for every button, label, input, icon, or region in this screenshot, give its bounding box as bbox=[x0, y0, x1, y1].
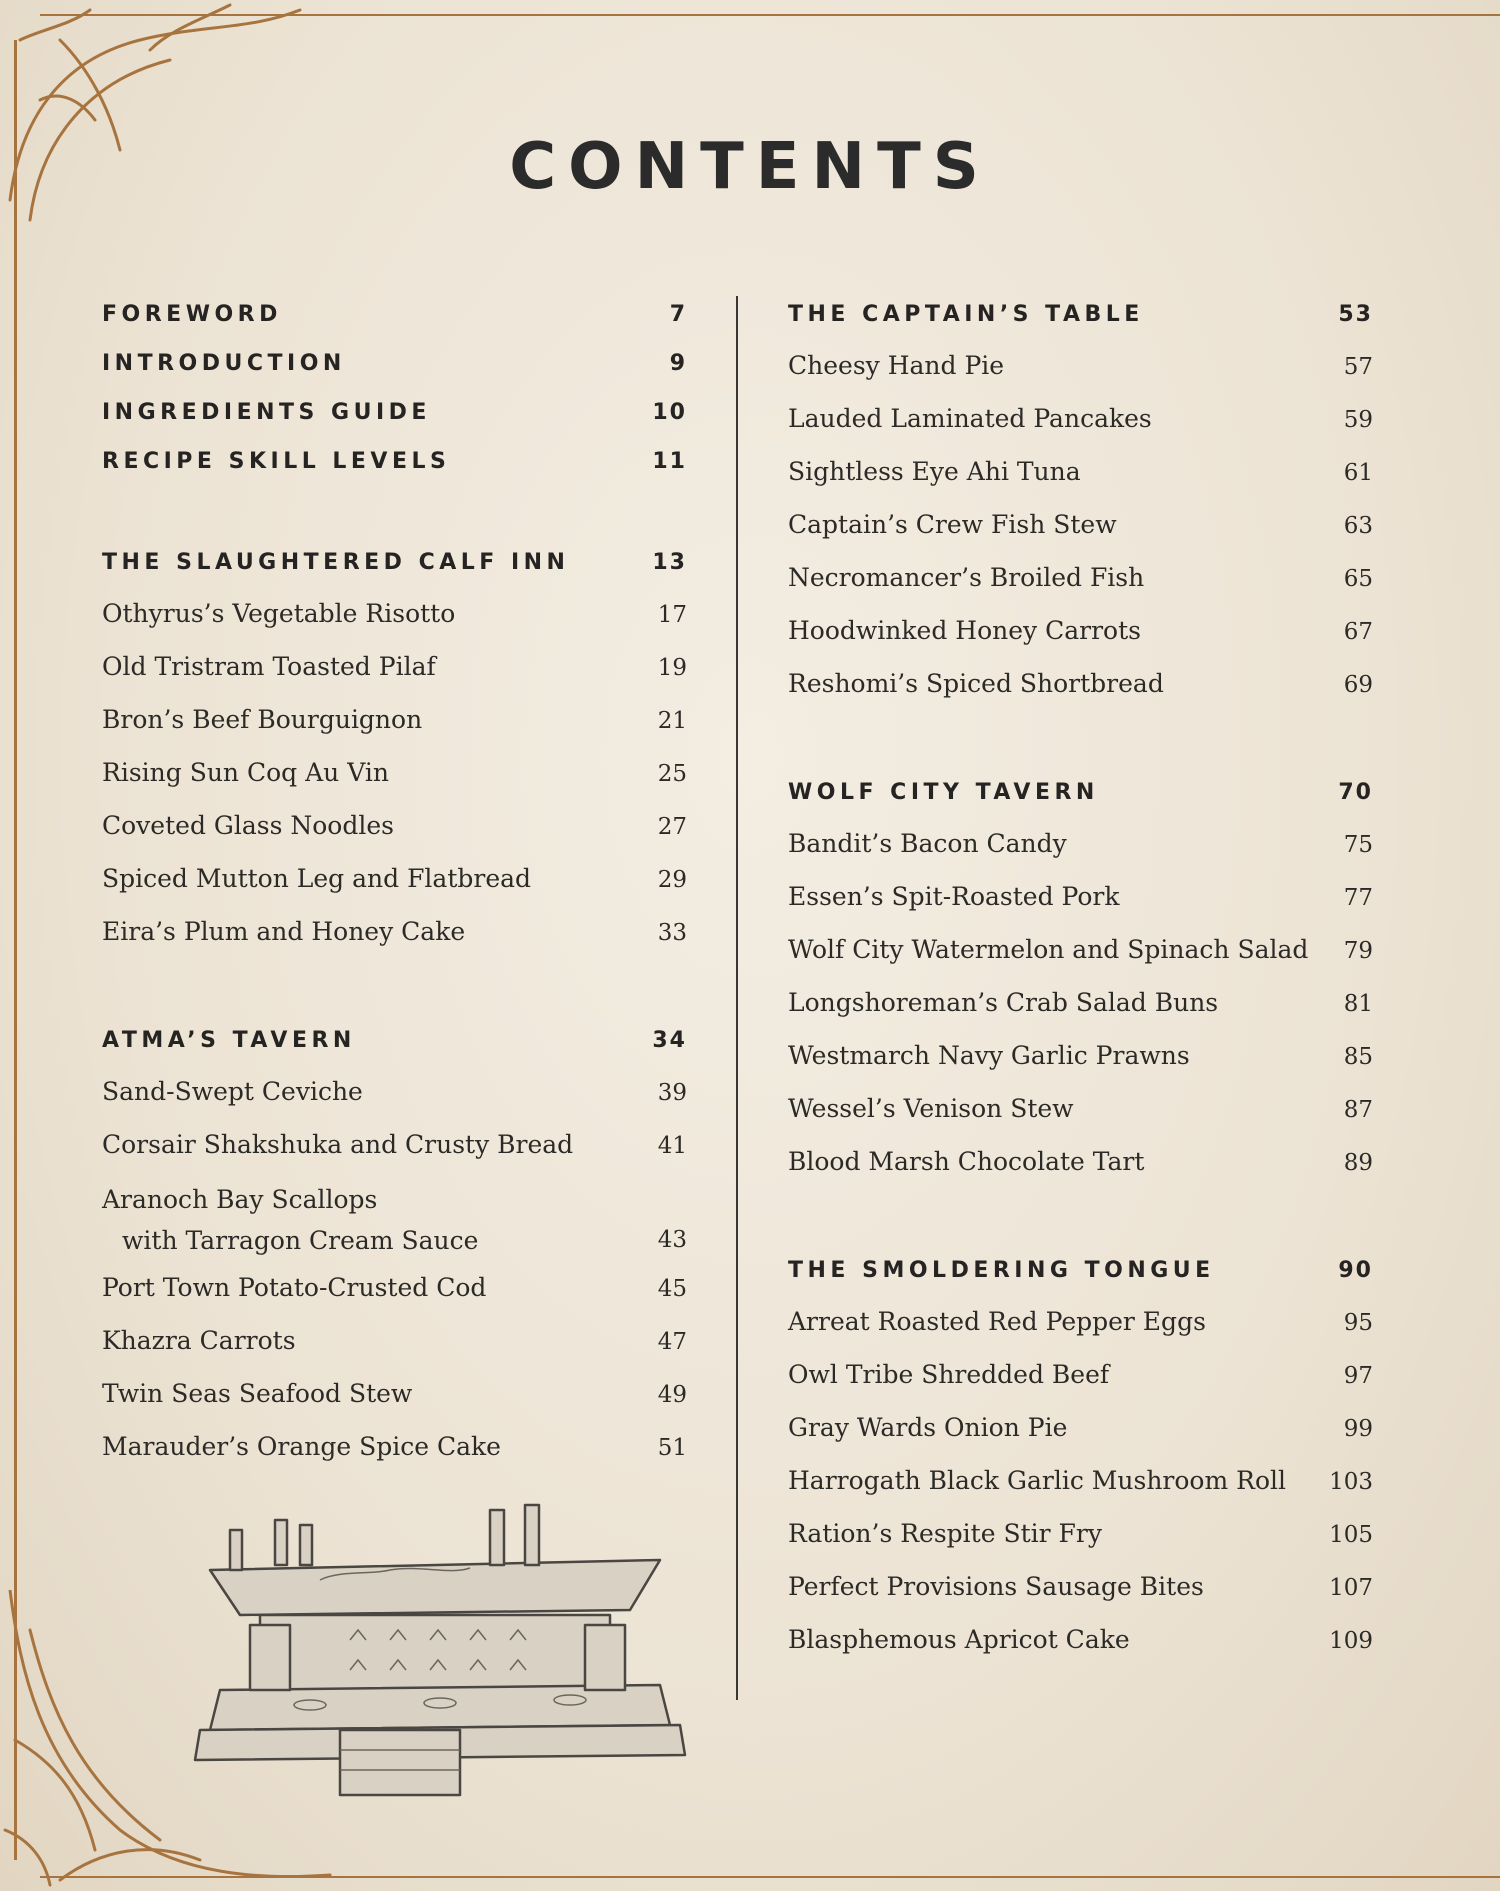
section-heading[interactable] bbox=[102, 538, 687, 587]
recipe-page: 17 bbox=[657, 602, 687, 628]
recipe-entry[interactable] bbox=[788, 392, 1373, 445]
recipe-name: Spiced Mutton Leg and Flatbread bbox=[102, 864, 532, 893]
recipe-name: Bron’s Beef Bourguignon bbox=[102, 705, 423, 734]
recipe-name: Captain’s Crew Fish Stew bbox=[788, 510, 1117, 539]
recipe-entry[interactable] bbox=[788, 923, 1373, 976]
recipe-page: 79 bbox=[1343, 938, 1373, 964]
recipe-entry[interactable] bbox=[788, 870, 1373, 923]
recipe-page: 65 bbox=[1343, 566, 1373, 592]
entry-label: INTRODUCTION bbox=[102, 351, 346, 376]
recipe-page: 19 bbox=[657, 655, 687, 681]
section-page: 13 bbox=[652, 550, 687, 575]
recipe-name: Twin Seas Seafood Stew bbox=[102, 1379, 413, 1408]
right-column bbox=[788, 290, 1373, 1718]
recipe-entry[interactable] bbox=[102, 1367, 687, 1420]
recipe-name: Corsair Shakshuka and Crusty Bread bbox=[102, 1130, 574, 1159]
recipe-entry[interactable] bbox=[102, 1118, 687, 1171]
recipe-entry[interactable] bbox=[788, 1029, 1373, 1082]
recipe-entry[interactable] bbox=[788, 498, 1373, 551]
recipe-name: Necromancer’s Broiled Fish bbox=[788, 563, 1145, 592]
recipe-name: Lauded Laminated Pancakes bbox=[788, 404, 1152, 433]
section-page: 70 bbox=[1338, 780, 1373, 805]
recipe-page: 103 bbox=[1329, 1469, 1373, 1495]
section-heading[interactable] bbox=[788, 1246, 1373, 1295]
recipe-entry[interactable] bbox=[102, 1171, 687, 1261]
entry-label: FOREWORD bbox=[102, 302, 282, 327]
frame-left-line bbox=[14, 40, 17, 1860]
recipe-name: Bandit’s Bacon Candy bbox=[788, 829, 1067, 858]
recipe-entry[interactable] bbox=[788, 1454, 1373, 1507]
recipe-page: 89 bbox=[1343, 1150, 1373, 1176]
recipe-page: 33 bbox=[657, 920, 687, 946]
entry-page: 11 bbox=[652, 449, 687, 474]
altar-illustration-icon bbox=[190, 1500, 690, 1800]
recipe-entry[interactable] bbox=[102, 1314, 687, 1367]
toc-entry-introduction[interactable] bbox=[102, 339, 687, 388]
recipe-name: Owl Tribe Shredded Beef bbox=[788, 1360, 1110, 1389]
recipe-page: 95 bbox=[1343, 1310, 1373, 1336]
recipe-page: 47 bbox=[657, 1329, 687, 1355]
recipe-page: 27 bbox=[657, 814, 687, 840]
section-title: THE SMOLDERING TONGUE bbox=[788, 1258, 1215, 1283]
recipe-entry[interactable] bbox=[102, 1261, 687, 1314]
recipe-page: 99 bbox=[1343, 1416, 1373, 1442]
recipe-entry[interactable] bbox=[788, 604, 1373, 657]
recipe-page: 21 bbox=[657, 708, 687, 734]
recipe-entry[interactable] bbox=[788, 1295, 1373, 1348]
recipe-entry[interactable] bbox=[788, 1348, 1373, 1401]
recipe-page: 107 bbox=[1329, 1575, 1373, 1601]
recipe-page: 39 bbox=[657, 1080, 687, 1106]
recipe-name: Perfect Provisions Sausage Bites bbox=[788, 1572, 1204, 1601]
recipe-entry[interactable] bbox=[102, 852, 687, 905]
toc-entry-recipe-skill-levels[interactable] bbox=[102, 437, 687, 486]
recipe-name: Reshomi’s Spiced Shortbread bbox=[788, 669, 1164, 698]
recipe-name: Blood Marsh Chocolate Tart bbox=[788, 1147, 1145, 1176]
recipe-name: Sightless Eye Ahi Tuna bbox=[788, 457, 1081, 486]
recipe-page: 25 bbox=[657, 761, 687, 787]
recipe-page: 105 bbox=[1329, 1522, 1373, 1548]
section-title: THE CAPTAIN’S TABLE bbox=[788, 302, 1144, 327]
recipe-name: Wolf City Watermelon and Spinach Salad bbox=[788, 935, 1309, 964]
recipe-page: 57 bbox=[1343, 354, 1373, 380]
recipe-name: Hoodwinked Honey Carrots bbox=[788, 616, 1141, 645]
section-slaughtered-calf-inn bbox=[102, 538, 687, 958]
recipe-page: 43 bbox=[657, 1227, 687, 1253]
recipe-entry[interactable] bbox=[788, 445, 1373, 498]
recipe-page: 49 bbox=[657, 1382, 687, 1408]
recipe-entry[interactable] bbox=[788, 1613, 1373, 1666]
recipe-page: 59 bbox=[1343, 407, 1373, 433]
recipe-name: Wessel’s Venison Stew bbox=[788, 1094, 1074, 1123]
recipe-entry[interactable] bbox=[788, 1082, 1373, 1135]
recipe-page: 85 bbox=[1343, 1044, 1373, 1070]
recipe-page: 69 bbox=[1343, 672, 1373, 698]
recipe-name: Marauder’s Orange Spice Cake bbox=[102, 1432, 501, 1461]
recipe-name: Sand-Swept Ceviche bbox=[102, 1077, 363, 1106]
page-title: CONTENTS bbox=[509, 130, 991, 204]
recipe-name: Othyrus’s Vegetable Risotto bbox=[102, 599, 456, 628]
toc-entry-ingredients-guide[interactable] bbox=[102, 388, 687, 437]
recipe-name: Harrogath Black Garlic Mushroom Roll bbox=[788, 1466, 1286, 1495]
section-captains-table bbox=[788, 290, 1373, 710]
left-column bbox=[102, 290, 687, 1525]
recipe-name: Eira’s Plum and Honey Cake bbox=[102, 917, 466, 946]
recipe-entry[interactable] bbox=[788, 551, 1373, 604]
recipe-name: Rising Sun Coq Au Vin bbox=[102, 758, 389, 787]
section-heading[interactable] bbox=[788, 768, 1373, 817]
section-wolf-city-tavern bbox=[788, 768, 1373, 1188]
recipe-name: Gray Wards Onion Pie bbox=[788, 1413, 1068, 1442]
recipe-page: 97 bbox=[1343, 1363, 1373, 1389]
entry-label: INGREDIENTS GUIDE bbox=[102, 400, 431, 425]
recipe-entry[interactable] bbox=[788, 1560, 1373, 1613]
entry-label: RECIPE SKILL LEVELS bbox=[102, 449, 451, 474]
recipe-name bbox=[102, 1179, 478, 1261]
recipe-entry[interactable] bbox=[788, 1135, 1373, 1188]
recipe-entry[interactable] bbox=[788, 657, 1373, 710]
entry-page: 10 bbox=[652, 400, 687, 425]
recipe-name-line2: with Tarragon Cream Sauce bbox=[122, 1226, 479, 1255]
recipe-page: 45 bbox=[657, 1276, 687, 1302]
recipe-page: 67 bbox=[1343, 619, 1373, 645]
section-atmas-tavern bbox=[102, 1016, 687, 1473]
entry-page: 7 bbox=[669, 302, 687, 327]
recipe-entry[interactable] bbox=[102, 799, 687, 852]
section-page: 90 bbox=[1338, 1258, 1373, 1283]
recipe-page: 51 bbox=[657, 1435, 687, 1461]
recipe-name: Coveted Glass Noodles bbox=[102, 811, 394, 840]
section-heading[interactable] bbox=[788, 290, 1373, 339]
section-title: THE SLAUGHTERED CALF INN bbox=[102, 550, 570, 575]
recipe-entry[interactable] bbox=[788, 339, 1373, 392]
recipe-name: Ration’s Respite Stir Fry bbox=[788, 1519, 1102, 1548]
recipe-entry[interactable] bbox=[788, 1401, 1373, 1454]
section-title: ATMA’S TAVERN bbox=[102, 1028, 356, 1053]
recipe-page: 61 bbox=[1343, 460, 1373, 486]
recipe-name: Blasphemous Apricot Cake bbox=[788, 1625, 1130, 1654]
recipe-entry[interactable] bbox=[102, 1065, 687, 1118]
recipe-entry[interactable] bbox=[788, 1507, 1373, 1560]
recipe-entry[interactable] bbox=[788, 817, 1373, 870]
recipe-entry[interactable] bbox=[102, 746, 687, 799]
recipe-page: 41 bbox=[657, 1133, 687, 1159]
recipe-entry[interactable] bbox=[788, 976, 1373, 1029]
recipe-entry[interactable] bbox=[102, 905, 687, 958]
recipe-page: 109 bbox=[1329, 1628, 1373, 1654]
recipe-entry[interactable] bbox=[102, 640, 687, 693]
recipe-entry[interactable] bbox=[102, 587, 687, 640]
recipe-name: Old Tristram Toasted Pilaf bbox=[102, 652, 436, 681]
recipe-page: 77 bbox=[1343, 885, 1373, 911]
section-heading[interactable] bbox=[102, 1016, 687, 1065]
recipe-name: Arreat Roasted Red Pepper Eggs bbox=[788, 1307, 1206, 1336]
recipe-name-line1: Aranoch Bay Scallops bbox=[102, 1185, 378, 1214]
recipe-page: 63 bbox=[1343, 513, 1373, 539]
recipe-page: 87 bbox=[1343, 1097, 1373, 1123]
recipe-name: Longshoreman’s Crab Salad Buns bbox=[788, 988, 1219, 1017]
recipe-name: Khazra Carrots bbox=[102, 1326, 296, 1355]
section-page: 34 bbox=[652, 1028, 687, 1053]
recipe-entry[interactable] bbox=[102, 1420, 687, 1473]
recipe-name: Cheesy Hand Pie bbox=[788, 351, 1005, 380]
entry-page: 9 bbox=[669, 351, 687, 376]
recipe-page: 75 bbox=[1343, 832, 1373, 858]
section-smoldering-tongue bbox=[788, 1246, 1373, 1666]
toc-entry-foreword[interactable] bbox=[102, 290, 687, 339]
recipe-page: 81 bbox=[1343, 991, 1373, 1017]
recipe-name: Westmarch Navy Garlic Prawns bbox=[788, 1041, 1190, 1070]
recipe-page: 29 bbox=[657, 867, 687, 893]
recipe-name: Essen’s Spit-Roasted Pork bbox=[788, 882, 1120, 911]
recipe-name: Port Town Potato-Crusted Cod bbox=[102, 1273, 487, 1302]
column-divider bbox=[736, 296, 738, 1700]
section-title: WOLF CITY TAVERN bbox=[788, 780, 1099, 805]
recipe-entry[interactable] bbox=[102, 693, 687, 746]
section-page: 53 bbox=[1338, 302, 1373, 327]
front-matter-section bbox=[102, 290, 687, 486]
